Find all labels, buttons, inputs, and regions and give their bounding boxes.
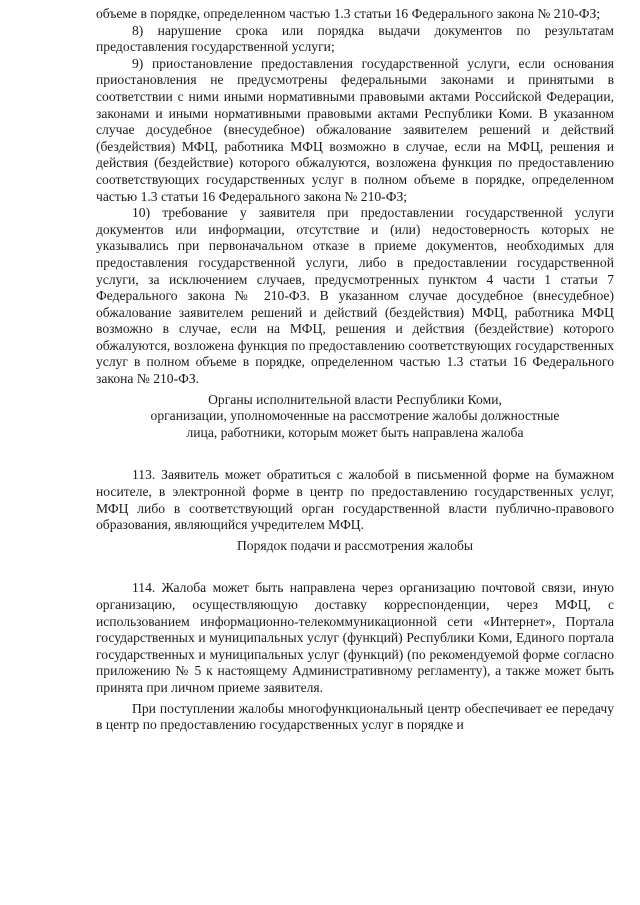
heading-line: организации, уполномоченные на рассмотрение жалобы должностные	[150, 408, 560, 424]
paragraph-item-8: 8) нарушение срока или порядка выдачи документов по результатам предоставления государственной услуги;	[96, 22, 614, 55]
heading-line: Органы исполнительной власти Республики Коми,	[208, 391, 502, 407]
paragraph-114: 114. Жалоба может быть направлена через организацию почтовой связи, иную организацию, осуществляющую доставку корреспонденции, через МФЦ, с использованием информационно-телекоммуникационной сети «Интернет», Портала государственных и муниципальных услуг (функций) Республики Коми, Единого портала государственных и муниципальных услуг (функций) (по рекомендуемой форме согласно приложению № 5 к настоящему Административному регламенту), а также может быть принята при личном приеме заявителя.	[96, 580, 614, 695]
paragraph-last: При поступлении жалобы многофункциональный центр обеспечивает ее передачу в центр по предоставлению государственных услуг в порядке и	[96, 700, 614, 733]
paragraph-113: 113. Заявитель может обратиться с жалобой в письменной форме на бумажном носителе, в электронной форме в центр по предоставлению государственных услуг, МФЦ либо в соответствующий орган государственной власти публично-правового образования, являющийся учредителем МФЦ.	[96, 467, 614, 533]
section-heading-procedure: Порядок подачи и рассмотрения жалобы	[236, 537, 474, 553]
section-heading-authorities	[96, 392, 614, 442]
paragraph-continuation: объеме в порядке, определенном частью 1.3 статьи 16 Федерального закона № 210-ФЗ;	[96, 6, 601, 21]
heading-line: лица, работники, которым может быть направлена жалоба	[186, 424, 524, 440]
paragraph-item-10: 10) требование у заявителя при предоставлении государственной услуги документов или информации, отсутствие и (или) недостоверность которых не указывались при первоначальном отказе в приеме документов, необходимых для предоставления государственной услуги, либо в предоставлении государственной услуги, за исключением случаев, предусмотренных пунктом 4 части 1 статьи 7 Федерального закона № 210-ФЗ. В указанном случае досудебное (внесудебное) обжалование заявителем решений и действий (бездействия) МФЦ, работника МФЦ возможно в случае, если на МФЦ, решения и действия (бездействие) которого обжалуются, возложена функция по предоставлению соответствующих государственных услуг в полном объеме в порядке, определенном частью 1.3 статьи 16 Федерального закона № 210-ФЗ.	[96, 205, 614, 387]
paragraph-item-9: 9) приостановление предоставления государственной услуги, если основания приостановления не предусмотрены федеральными законами и принятыми в соответствии с ними иными нормативными правовыми актами Российской Федерации, законами и иными нормативными правовыми актами Республики Коми. В указанном случае досудебное (внесудебное) обжалование заявителем решений и действий (бездействия) МФЦ, работника МФЦ возможно в случае, если на МФЦ, решения и действия (бездействие) которого обжалуются, возложена функция по предоставлению соответствующих государственных услуг в полном объеме в порядке, определенном частью 1.3 статьи 16 Федерального закона № 210-ФЗ;	[96, 55, 614, 204]
